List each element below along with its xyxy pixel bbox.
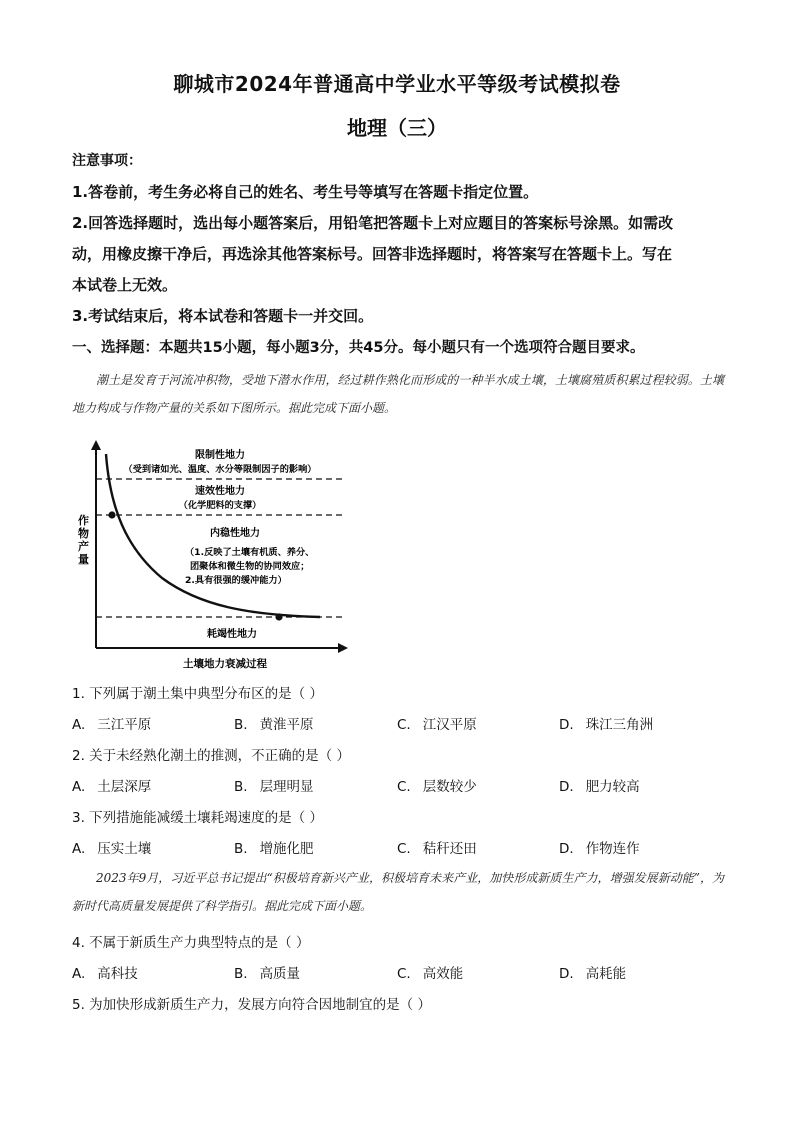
q3-option-d[interactable]: D. 作物连作 — [559, 841, 640, 857]
band-stable-note-3: 2.具有很强的缓冲能力） — [185, 575, 287, 586]
band-limiting-title: 限制性地力 — [195, 450, 245, 461]
y-axis-label-char-4: 量 — [78, 553, 89, 566]
band-quick-note: （化学肥料的支撑） — [178, 500, 262, 511]
passage-soil: 潮土是发育于河流冲积物，受地下潜水作用，经过耕作熟化而形成的一种半水成土壤，土壤腐殖质积累过程较弱。土壤地力构成与作物产量的关系如下图所示。据此完成下面小题。 — [72, 373, 724, 415]
y-axis-label-char-2: 物 — [78, 527, 89, 540]
soil-fertility-figure — [70, 438, 360, 673]
notice-item-2-line-3: 本试卷上无效。 — [72, 276, 178, 294]
y-axis-label-char-3: 产 — [78, 540, 89, 553]
notice-heading: 注意事项： — [72, 153, 142, 169]
band-stable-note-1: （1.反映了土壤有机质、养分、 — [185, 547, 315, 558]
q2-option-b[interactable]: B. 层理明显 — [234, 779, 314, 795]
question-2-stem: 2. 关于未经熟化潮土的推测，不正确的是（ ） — [72, 748, 350, 764]
band-quick-title: 速效性地力 — [195, 486, 245, 497]
q3-option-c[interactable]: C. 秸秆还田 — [397, 841, 477, 857]
x-axis-arrow — [338, 643, 348, 653]
section-heading: 一、选择题：本题共15小题，每小题3分，共45分。每小题只有一个选项符合题目要求。 — [72, 340, 645, 356]
question-3-options — [72, 837, 724, 857]
y-axis-arrow — [91, 440, 101, 450]
band-stable-title: 内稳性地力 — [210, 528, 260, 539]
q4-option-c[interactable]: C. 高效能 — [397, 966, 464, 982]
question-4-options — [72, 962, 724, 982]
exam-title: 聊城市2024年普通高中学业水平等级考试模拟卷 — [173, 72, 621, 96]
q2-option-c[interactable]: C. 层数较少 — [397, 779, 477, 795]
q4-option-b[interactable]: B. 高质量 — [234, 966, 301, 982]
band-stable-note-2: 团聚体和微生物的协同效应； — [190, 561, 310, 572]
notice-item-2-line-2: 动，用橡皮擦干净后，再选涂其他答案标号。回答非选择题时，将答案写在答题卡上。写在 — [72, 245, 673, 263]
curve-point-lower — [275, 613, 282, 620]
q4-option-a[interactable]: A. 高科技 — [72, 966, 138, 982]
q1-option-a[interactable]: A. 三江平原 — [72, 717, 152, 733]
x-axis-label: 土壤地力衰减过程 — [183, 658, 267, 670]
question-4-stem: 4. 不属于新质生产力典型特点的是（ ） — [72, 935, 310, 951]
question-1-stem: 1. 下列属于潮土集中典型分布区的是（ ） — [72, 686, 323, 702]
q4-option-d[interactable]: D. 高耗能 — [559, 966, 627, 982]
q1-option-b[interactable]: B. 黄淮平原 — [234, 717, 314, 733]
curve-point-upper — [108, 511, 115, 518]
question-3-stem: 3. 下列措施能减缓土壤耗竭速度的是（ ） — [72, 810, 323, 826]
q2-option-d[interactable]: D. 肥力较高 — [559, 779, 640, 795]
exam-subtitle: 地理（三） — [347, 116, 447, 140]
y-axis-label-char-1: 作 — [78, 514, 89, 527]
band-exhausted-title: 耗竭性地力 — [207, 629, 257, 640]
notice-item-1: 1.答卷前，考生务必将自己的姓名、考生号等填写在答题卡指定位置。 — [72, 183, 539, 201]
question-5-stem: 5. 为加快形成新质生产力，发展方向符合因地制宜的是（ ） — [72, 997, 431, 1013]
question-1-options — [72, 713, 724, 733]
q2-option-a[interactable]: A. 土层深厚 — [72, 779, 152, 795]
q1-option-c[interactable]: C. 江汉平原 — [397, 717, 477, 733]
q3-option-b[interactable]: B. 增施化肥 — [234, 841, 314, 857]
passage-new-productivity: 2023年9月，习近平总书记提出“积极培育新兴产业，积极培育未来产业，加快形成新质生产力，增强发展新动能”，为新时代高质量发展提供了科学指引。据此完成下面小题。 — [72, 871, 724, 913]
question-2-options — [72, 775, 724, 795]
notice-item-2-line-1: 2.回答选择题时，选出每小题答案后，用铅笔把答题卡上对应题目的答案标号涂黑。如需改 — [72, 214, 674, 232]
band-limiting-note: （受到诸如光、温度、水分等限制因子的影响） — [123, 464, 317, 475]
q1-option-d[interactable]: D. 珠江三角洲 — [559, 717, 654, 733]
q3-option-a[interactable]: A. 压实土壤 — [72, 841, 152, 857]
notice-item-3: 3.考试结束后，将本试卷和答题卡一并交回。 — [72, 307, 374, 325]
